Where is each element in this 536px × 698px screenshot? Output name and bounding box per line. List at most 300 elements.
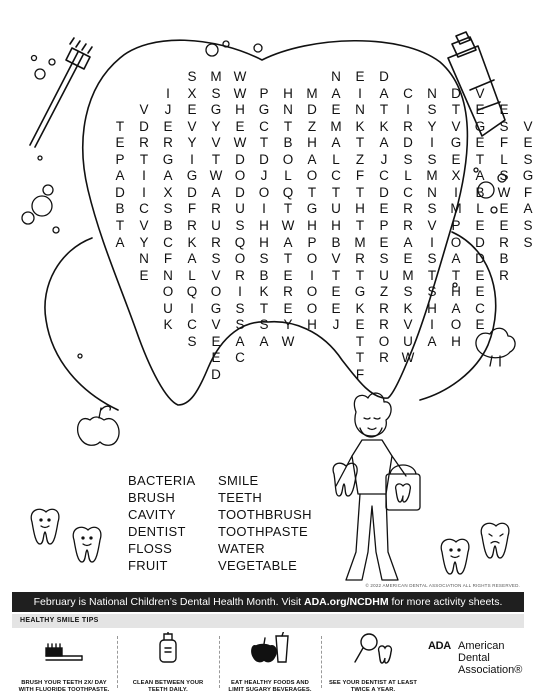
grid-letter: Y [283,317,293,333]
floss-icon [148,632,188,666]
grid-letter: R [163,135,173,151]
grid-letter: C [139,201,149,217]
grid-letter: V [523,118,533,134]
grid-letter: G [306,201,318,217]
grid-letter: W [497,184,511,200]
grid-letter: E [331,284,341,300]
grid-letter: M [450,201,462,217]
grid-letter: A [331,85,341,101]
grid-letter: A [451,251,461,267]
grid-letter: R [403,217,413,233]
grid-letter: W [281,333,295,349]
grid-letter: L [404,168,412,184]
word-list-item: BACTERIA [128,473,196,488]
grid-letter: W [233,69,247,84]
grid-letter: O [306,251,318,267]
grid-letter: S [187,69,197,84]
grid-letter: S [235,217,245,233]
grid-letter: A [427,333,437,349]
grid-letter: Y [211,118,221,134]
grid-letter: S [235,317,245,333]
tip-brush [14,632,114,694]
grid-letter: G [162,151,174,167]
banner-text-end: for more activity sheets. [388,596,503,608]
grid-letter: P [379,217,389,233]
grid-letter: C [163,234,173,250]
grid-letter: J [332,317,340,333]
grid-letter: V [427,217,437,233]
grid-letter: B [331,234,341,250]
grid-letter: R [379,317,389,333]
grid-letter: S [403,151,413,167]
grid-letter: T [115,217,125,233]
grid-letter: R [379,350,389,366]
tips-header-bar [12,614,524,628]
grid-letter: L [332,151,340,167]
ada-logo [428,640,528,680]
grid-letter: H [307,135,317,151]
grid-letter: C [475,300,485,316]
grid-letter: R [499,267,509,283]
grid-letter: S [379,251,389,267]
grid-letter: W [209,168,223,184]
grid-letter: W [281,217,295,233]
grid-letter: G [258,102,270,118]
grid-letter: C [259,118,269,134]
grid-letter: E [499,102,509,118]
grid-letter: S [427,151,437,167]
grid-letter: E [379,201,389,217]
grid-letter: E [475,267,485,283]
grid-letter: T [283,251,293,267]
tip-floss [120,632,216,694]
grid-letter: E [163,118,173,134]
grid-letter: T [355,267,365,283]
grid-letter: X [187,85,197,101]
grid-letter: T [451,102,461,118]
grid-letter: H [451,333,461,349]
grid-letter: O [306,300,318,316]
tip-dentist [324,632,422,694]
grid-letter: I [454,184,458,200]
grid-letter: M [306,85,318,101]
grid-letter: M [210,69,222,84]
grid-letter: A [211,184,221,200]
grid-letter: S [163,201,173,217]
grid-letter: U [379,267,389,283]
grid-letter: U [163,300,173,316]
grid-letter: C [331,168,341,184]
grid-letter: K [259,284,269,300]
grid-letter: E [331,102,341,118]
grid-letter: H [307,217,317,233]
grid-letter: G [474,118,486,134]
banner-text: February is National Children’s Dental Health Month. Visit [33,596,305,608]
grid-letter: A [307,151,317,167]
grid-letter: H [259,217,269,233]
grid-letter: E [355,69,365,84]
grid-letter: S [427,102,437,118]
grid-letter: B [115,201,125,217]
grid-letter: D [235,184,245,200]
grid-letter: G [450,135,462,151]
grid-letter: V [139,102,149,118]
grid-letter: K [379,118,389,134]
grid-letter: D [451,85,461,101]
grid-letter: U [235,201,245,217]
grid-letter: R [379,300,389,316]
grid-letter: H [259,234,269,250]
word-list-item: FRUIT [128,558,168,573]
grid-letter: T [139,151,149,167]
grid-letter: S [211,85,221,101]
grid-letter: H [427,300,437,316]
grid-letter: E [499,217,509,233]
grid-letter: V [139,217,149,233]
grid-letter: G [354,284,366,300]
grid-letter: R [211,201,221,217]
grid-letter: T [283,118,293,134]
grid-letter: E [235,118,245,134]
grid-letter: U [211,217,221,233]
grid-letter: B [283,135,293,151]
word-list-item: DENTIST [128,524,186,539]
grid-letter: W [233,135,247,151]
grid-letter: E [115,135,125,151]
grid-letter: R [211,234,221,250]
tip-divider [321,636,322,688]
grid-letter: E [475,135,485,151]
grid-letter: J [260,168,268,184]
word-list-right [218,472,338,574]
broccoli-icon [476,328,515,366]
word-list-item: TOOTHPASTE [218,524,308,539]
grid-letter: R [403,118,413,134]
grid-letter: E [403,251,413,267]
grid-letter: S [523,217,533,233]
grid-letter: P [259,85,269,101]
grid-letter: L [284,168,292,184]
grid-letter: T [427,267,437,283]
grid-letter: M [426,168,438,184]
grid-letter: D [307,102,317,118]
grid-letter: M [354,234,366,250]
grid-letter: N [139,251,149,267]
grid-letter: D [379,69,389,84]
grid-letter: O [378,333,390,349]
grid-letter: T [259,135,269,151]
grid-letter: L [188,267,196,283]
grid-letter: S [427,251,437,267]
grid-letter: Q [186,284,198,300]
grid-letter: B [259,267,269,283]
grid-letter: E [523,135,533,151]
grid-letter: K [403,300,413,316]
grid-letter: D [403,135,413,151]
grid-letter: A [475,168,485,184]
grid-letter: A [259,333,269,349]
grid-letter: H [283,85,293,101]
grid-letter: E [475,102,485,118]
grid-letter: O [210,284,222,300]
grid-letter: H [451,284,461,300]
grid-letter: E [211,350,221,366]
word-list-item: SMILE [218,473,259,488]
grid-letter: Z [379,284,389,300]
grid-letter: T [355,135,365,151]
grid-letter: V [451,118,461,134]
grid-letter: I [238,284,242,300]
grid-letter: M [402,267,414,283]
word-list-item: VEGETABLE [218,558,298,573]
grid-letter: C [187,317,197,333]
grid-letter: S [259,317,269,333]
grid-letter: T [379,102,389,118]
grid-letter: A [187,251,197,267]
apple-icon [78,406,119,445]
grid-letter: E [283,267,293,283]
grid-letter: N [427,184,437,200]
grid-letter: A [403,234,413,250]
grid-letter: J [380,151,388,167]
grid-letter: A [163,168,173,184]
grid-letter: Q [234,234,246,250]
grid-letter: N [331,69,341,84]
grid-letter: G [186,168,198,184]
floss-string [45,238,118,410]
word-list-item: TEETH [218,490,263,505]
grid-letter: W [233,85,247,101]
grid-letter: K [355,118,365,134]
grid-letter: T [331,184,341,200]
grid-letter: G [210,102,222,118]
grid-letter: A [451,300,461,316]
ada-logo-mark: ADA [428,640,451,652]
grid-letter: R [235,267,245,283]
grid-letter: D [379,184,389,200]
grid-letter: E [499,201,509,217]
tip-caption: EAT HEALTHY FOODS AND LIMIT SUGARY BEVERAGES. [228,680,312,693]
grid-letter: C [379,168,389,184]
tip-divider [117,636,118,688]
grid-letter: O [162,284,174,300]
girl-character [333,393,420,580]
smiling-tooth-icon-right [441,523,509,574]
grid-letter: A [235,333,245,349]
grid-letter: P [307,234,317,250]
grid-letter: K [355,300,365,316]
word-list-item: BRUSH [128,490,176,505]
tip-caption: BRUSH YOUR TEETH 2X/ DAY WITH FLUORIDE TOOTHPASTE. [18,680,110,693]
grid-letter: N [427,85,437,101]
grid-letter: T [115,118,125,134]
grid-letter: O [306,284,318,300]
grid-letter: S [427,201,437,217]
grid-letter: S [427,284,437,300]
grid-letter: E [475,284,485,300]
grid-letter: J [164,102,172,118]
tip-food [222,632,318,694]
grid-letter: F [355,366,365,382]
grid-letter: I [262,201,266,217]
grid-letter: P [115,151,125,167]
grid-letter: N [355,102,365,118]
grid-letter: E [379,234,389,250]
grid-letter: D [259,151,269,167]
grid-letter: R [403,201,413,217]
grid-letter: S [523,234,533,250]
grid-letter: I [166,85,170,101]
grid-letter: A [523,201,533,217]
grid-letter: K [187,234,197,250]
copyright-notice: © 2022 AMERICAN DENTAL ASSOCIATION ALL RIGHTS RESERVED. [365,583,520,588]
grid-letter: T [451,267,461,283]
grid-letter: B [499,251,509,267]
grid-letter: R [283,284,293,300]
grid-letter: A [115,234,125,250]
grid-letter: S [499,168,509,184]
grid-letter: F [163,251,173,267]
grid-letter: C [235,350,245,366]
grid-letter: V [475,85,485,101]
grid-letter: Z [355,151,365,167]
grid-letter: F [187,201,197,217]
grid-letter: M [330,118,342,134]
grid-letter: O [450,234,462,250]
grid-letter: E [331,300,341,316]
tip-caption: SEE YOUR DENTIST AT LEAST TWICE A YEAR. [328,680,418,693]
grid-letter: Z [307,118,317,134]
grid-letter: V [211,317,221,333]
grid-letter: B [475,184,485,200]
grid-letter: D [115,184,125,200]
smiling-tooth-icon [31,509,101,562]
apple-cup-icon [248,632,292,666]
grid-letter: E [211,333,221,349]
grid-letter: O [282,151,294,167]
grid-letter: I [430,234,434,250]
grid-letter: I [190,300,194,316]
grid-letter: T [355,184,365,200]
grid-letter: D [211,366,221,382]
grid-letter: I [430,317,434,333]
grid-letter: W [401,350,415,366]
banner-link[interactable]: ADA.org/NCDHM [304,596,389,608]
grid-letter: S [235,300,245,316]
grid-letter: U [403,333,413,349]
grid-letter: E [475,317,485,333]
grid-letter: G [210,300,222,316]
grid-letter: R [499,234,509,250]
grid-letter: L [476,201,484,217]
grid-letter: I [310,267,314,283]
grid-letter: O [234,251,246,267]
grid-letter: N [283,102,293,118]
grid-letter: A [379,135,389,151]
grid-letter: F [355,168,365,184]
grid-letter: Q [282,184,294,200]
grid-letter: F [499,135,509,151]
grid-letter: A [379,85,389,101]
grid-letter: S [187,333,197,349]
grid-letter: V [331,251,341,267]
grid-letter: T [211,151,221,167]
grid-letter: I [406,102,410,118]
tips-title: HEALTHY SMILE TIPS [20,617,99,624]
tip-divider [219,636,220,688]
grid-letter: H [235,102,245,118]
grid-letter: S [403,284,413,300]
grid-letter: I [358,85,362,101]
grid-letter: E [355,317,365,333]
tip-caption: CLEAN BETWEEN YOUR TEETH DAILY. [132,680,204,693]
grid-letter: S [211,251,221,267]
grid-letter: E [187,102,197,118]
grid-letter: T [355,333,365,349]
grid-letter: O [258,184,270,200]
grid-letter: V [211,267,221,283]
grid-letter: D [475,234,485,250]
grid-letter: T [331,267,341,283]
grid-letter: X [451,168,461,184]
grid-letter: A [283,234,293,250]
grid-letter: F [523,184,533,200]
grid-letter: E [451,151,461,167]
grid-letter: V [211,135,221,151]
grid-letter: D [187,184,197,200]
grid-letter: V [187,118,197,134]
grid-letter: T [283,201,293,217]
grid-letter: C [403,85,413,101]
grid-letter: O [450,317,462,333]
grid-letter: I [190,151,194,167]
grid-letter: T [475,151,485,167]
grid-letter: R [355,251,365,267]
grid-letter: O [234,168,246,184]
grid-letter: I [430,135,434,151]
dental-mirror-icon [351,632,395,666]
grid-letter: S [523,151,533,167]
word-list-item: CAVITY [128,507,176,522]
grid-letter: T [355,217,365,233]
grid-letter: X [163,184,173,200]
grid-letter: H [307,317,317,333]
grid-letter: B [163,217,173,233]
grid-letter: Y [139,234,149,250]
grid-letter: R [187,217,197,233]
grid-letter: O [306,168,318,184]
grid-letter: T [307,184,317,200]
grid-letter: I [142,184,146,200]
grid-letter: S [499,118,509,134]
grid-letter: D [235,151,245,167]
grid-letter: U [331,201,341,217]
grid-letter: R [139,135,149,151]
grid-letter: Y [427,118,437,134]
grid-letter: V [403,317,413,333]
grid-letter: A [115,168,125,184]
grid-letter: C [403,184,413,200]
grid-letter: I [142,168,146,184]
grid-letter: E [283,300,293,316]
toothbrush-icon [30,38,92,147]
grid-letter: D [475,251,485,267]
grid-letter: K [163,317,173,333]
grid-letter: D [139,118,149,134]
grid-letter: A [331,135,341,151]
ncdhm-banner [12,592,524,612]
grid-letter: E [139,267,149,283]
